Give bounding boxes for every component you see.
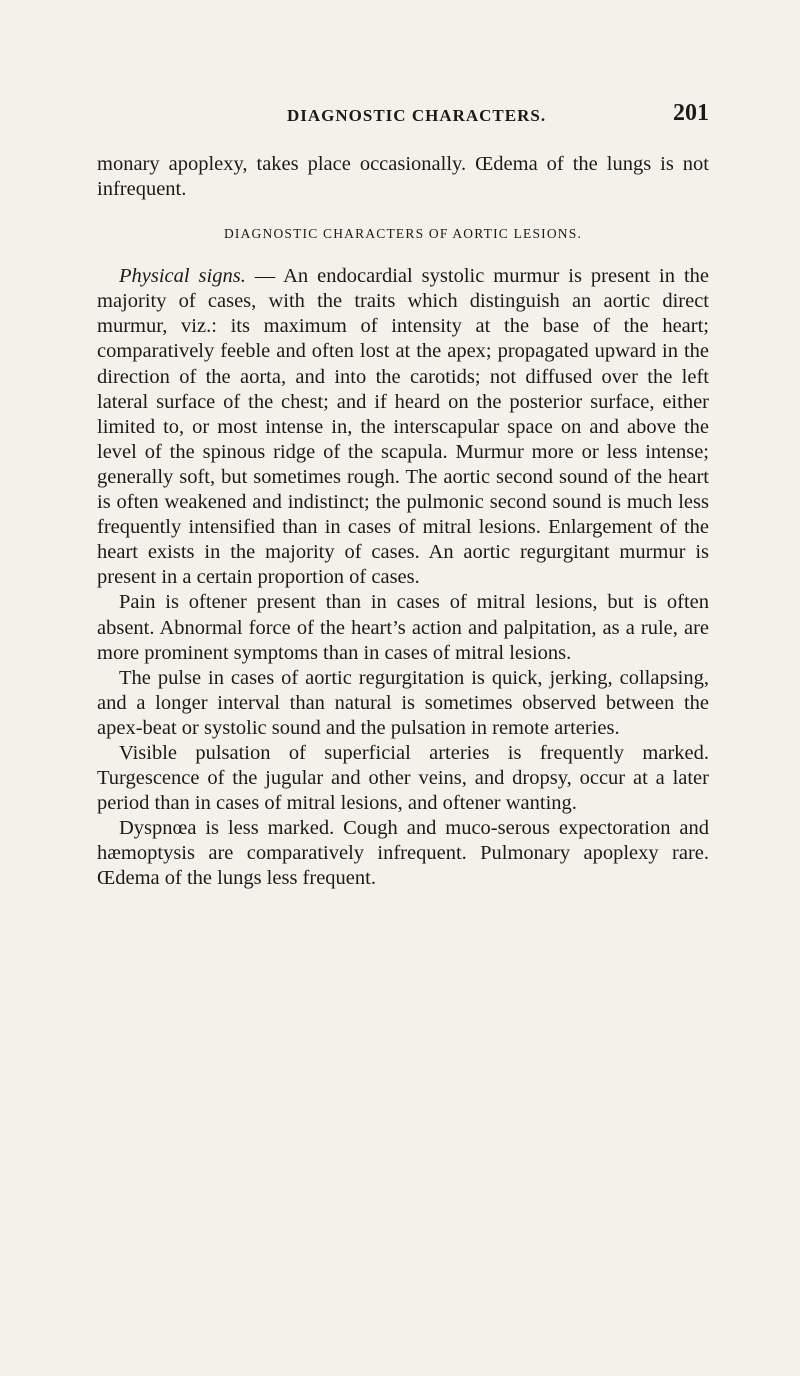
paragraph-lead-italic: Physical signs. <box>119 265 246 288</box>
running-head-title: DIAGNOSTIC CHARACTERS. <box>287 106 547 125</box>
paragraph-visible-pulsation: Visible pulsation of superficial arteries is frequently marked. Turgescence of the jugular and other veins, and dropsy, occur at a later period than in cases of mitral lesions, and oftener wanting. <box>97 741 709 815</box>
paragraph-pain: Pain is oftener present than in cases of mitral lesions, but is often absent. Abnormal force of the heart’s action and palpitation, as a rule, are more prominent symptoms than in cases of mitral lesions. <box>97 591 709 664</box>
continuation-text <box>97 152 709 202</box>
book-page <box>97 100 709 892</box>
paragraph-pulse: The pulse in cases of aortic regurgitation is quick, jerking, collapsing, and a longer interval than natural is sometimes observed between the apex-beat or systolic sound and the pulsation in remote arteries. <box>97 666 709 739</box>
paragraph-lead-dash: — <box>245 265 284 288</box>
paragraph-text: An endocardial systolic murmur is present in the majority of cases, with the traits which distinguish an aortic direct murmur, viz.: its maximum of intensity at the base of the heart; comparatively feeble and often lost at the apex; propagated upward in the direction of the aorta, and into the carotids; not diffused over the left lateral surface of the chest; and if heard on the posterior surface, either limited to, or most intense in, the interscapular space on and above the level of the spinous ridge of the scapula. Murmur more or less intense; generally soft, but sometimes rough. The aortic second sound of the heart is often weakened and indistinct; the pulmonic second sound is much less frequently intensified than in cases of mitral lesions. Enlargement of the heart exists in the majority of cases. An aortic regurgitant murmur is present in a certain proportion of cases. <box>97 265 709 589</box>
page-number: 201 <box>673 100 709 126</box>
section-heading: DIAGNOSTIC CHARACTERS OF AORTIC LESIONS. <box>223 226 583 242</box>
continuation-paragraph: monary apoplexy, takes place occasionally. Œdema of the lungs is not infrequent. <box>97 153 709 201</box>
running-head <box>97 100 709 132</box>
paragraph-physical-signs <box>97 264 709 590</box>
paragraph-dyspnoea: Dyspnœa is less marked. Cough and muco-serous expectoration and hæmoptysis are comparatively infrequent. Pulmonary apoplexy rare. Œdema of the lungs less frequent. <box>97 817 709 890</box>
body-text <box>97 264 709 891</box>
